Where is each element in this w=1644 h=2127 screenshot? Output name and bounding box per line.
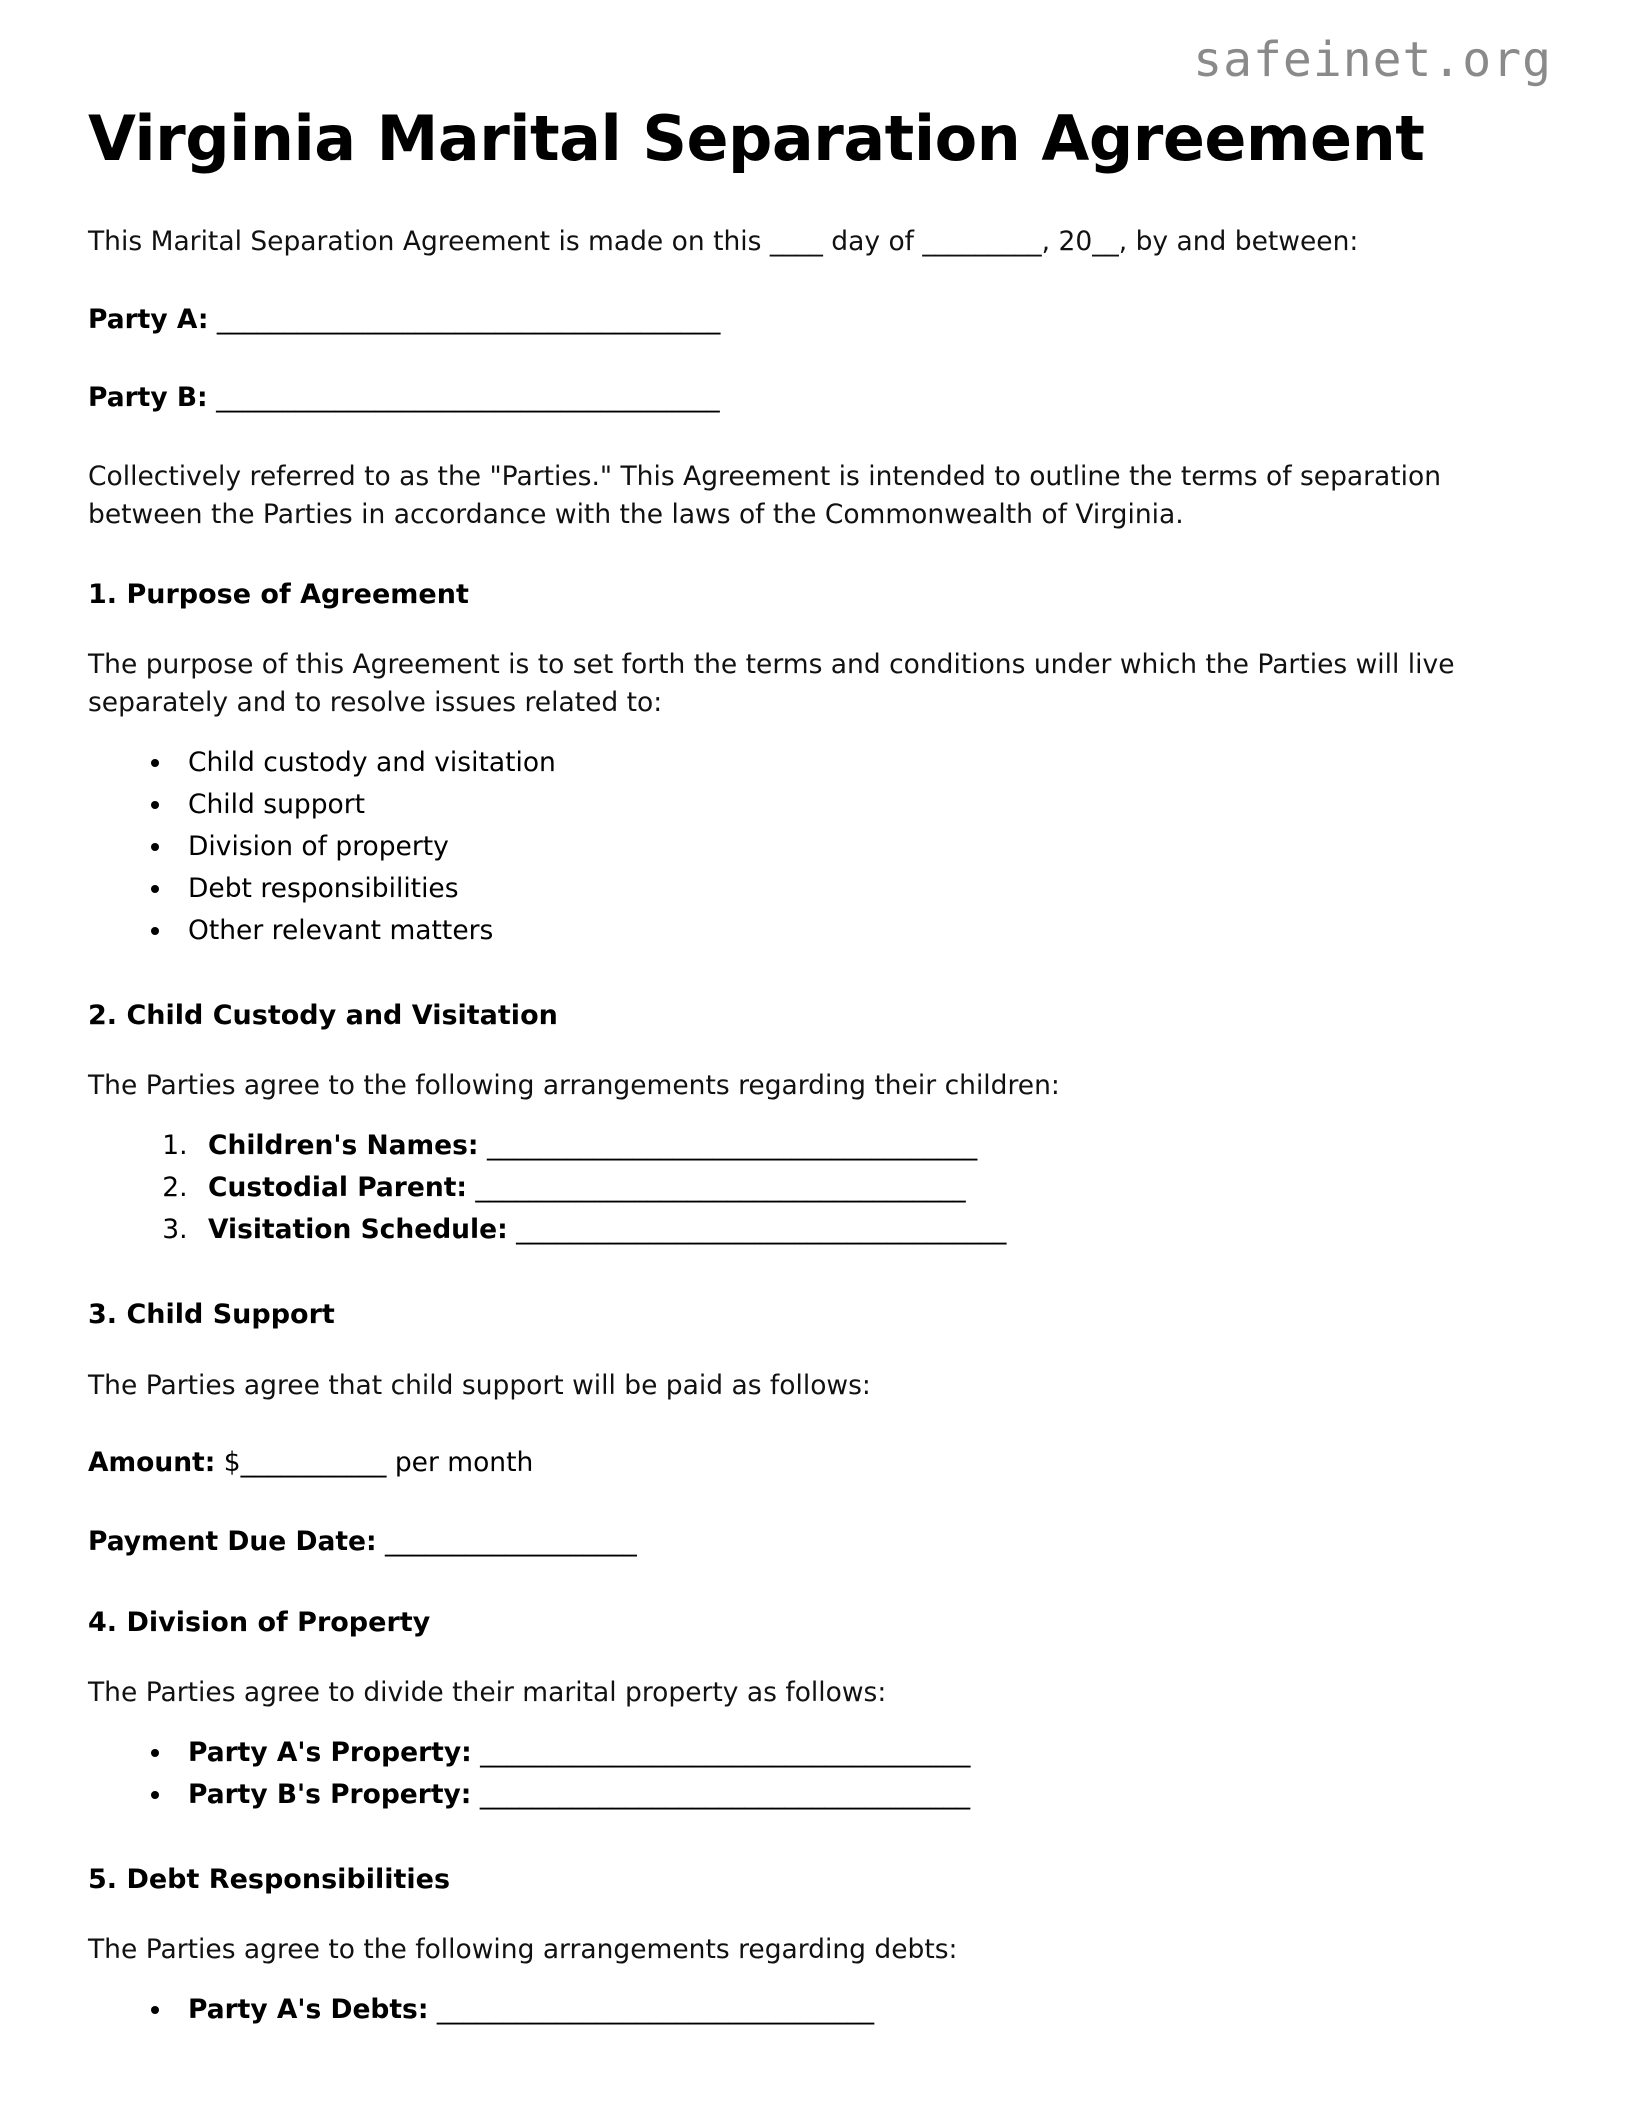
property-bullet-list [88, 1734, 1556, 1818]
custodial-parent-blank[interactable]: _____________________________________ [475, 1172, 966, 1204]
list-item [196, 1211, 1556, 1253]
party-a-blank[interactable]: ______________________________________ [216, 304, 721, 336]
children-names-blank[interactable]: _____________________________________ [486, 1130, 978, 1161]
party-a-debts-blank[interactable]: _________________________________ [436, 1993, 875, 2025]
party-a-field [88, 261, 1556, 339]
list-item: • Division of property [174, 828, 1556, 870]
list-item [174, 1734, 1556, 1776]
section-body-purpose: The purpose of this Agreement is to set forth the terms and conditions under which the Parties will live separately and to resolve issues related to: [88, 649, 1455, 718]
party-b-property-label: Party B's Property: [188, 1778, 472, 1810]
section-body-custody: The Parties agree to the following arrangements regarding their children: [88, 1070, 1060, 1102]
list-item [174, 1776, 1556, 1818]
children-names-label: Children's Names: [208, 1130, 479, 1161]
page-title: Virginia Marital Separation Agreement [88, 102, 1425, 175]
party-a-property-blank[interactable]: _____________________________________ [480, 1736, 971, 1768]
amount-field [88, 1404, 1556, 1482]
payment-due-date-field [88, 1483, 1556, 1561]
section-heading-debt-responsibilities: 5. Debt Responsibilities [88, 1864, 451, 1896]
section-heading-custody: 2. Child Custody and Visitation [88, 1000, 558, 1032]
debt-bullet-list [88, 1991, 1556, 2033]
purpose-bullet-list [88, 744, 1556, 955]
party-b-label: Party B: [88, 382, 208, 414]
list-item [174, 1991, 1556, 2033]
section-heading-child-support: 3. Child Support [88, 1299, 335, 1331]
visitation-schedule-blank[interactable]: _____________________________________ [516, 1214, 1007, 1246]
section-heading-division-property: 4. Division of Property [88, 1607, 431, 1639]
amount-blank[interactable]: ___________ [240, 1447, 387, 1479]
party-a-property-label: Party A's Property: [188, 1736, 472, 1768]
party-a-label: Party A: [88, 304, 209, 336]
amount-label: Amount: [88, 1447, 216, 1479]
currency-symbol: $ [223, 1447, 241, 1479]
collective-paragraph: Collectively referred to as the "Parties." This Agreement is intended to outline the terms of separation between the Parties in accordance with the laws of the Commonwealth of Virginia. [88, 460, 1442, 530]
custody-numbered-list [88, 1127, 1556, 1253]
section-body-child-support: The Parties agree that child support will be paid as follows: [88, 1369, 871, 1401]
payment-due-date-label: Payment Due Date: [88, 1525, 377, 1557]
list-item [196, 1169, 1556, 1211]
amount-suffix: per month [394, 1447, 534, 1479]
party-b-blank[interactable]: ______________________________________ [216, 382, 720, 414]
list-item: • Other relevant matters [174, 912, 1556, 954]
party-b-property-blank[interactable]: _____________________________________ [479, 1778, 971, 1810]
section-heading-purpose: 1. Purpose of Agreement [88, 579, 469, 611]
list-item: • Child custody and visitation [174, 744, 1556, 786]
intro-paragraph: This Marital Separation Agreement is made on this ____ day of _________, 20__, by and between: [88, 226, 1359, 258]
custodial-parent-label: Custodial Parent: [208, 1172, 467, 1204]
list-item: • Debt responsibilities [174, 870, 1556, 912]
section-body-debt-responsibilities: The Parties agree to the following arrangements regarding debts: [88, 1934, 958, 1966]
party-b-field [88, 339, 1556, 417]
list-item [196, 1127, 1556, 1169]
list-item: • Child support [174, 786, 1556, 828]
visitation-schedule-label: Visitation Schedule: [208, 1214, 508, 1246]
party-a-debts-label: Party A's Debts: [188, 1993, 429, 2025]
section-body-division-property: The Parties agree to divide their marital property as follows: [88, 1677, 887, 1709]
payment-due-date-blank[interactable]: ___________________ [385, 1525, 637, 1557]
site-watermark: safeinet.org [1193, 32, 1552, 88]
